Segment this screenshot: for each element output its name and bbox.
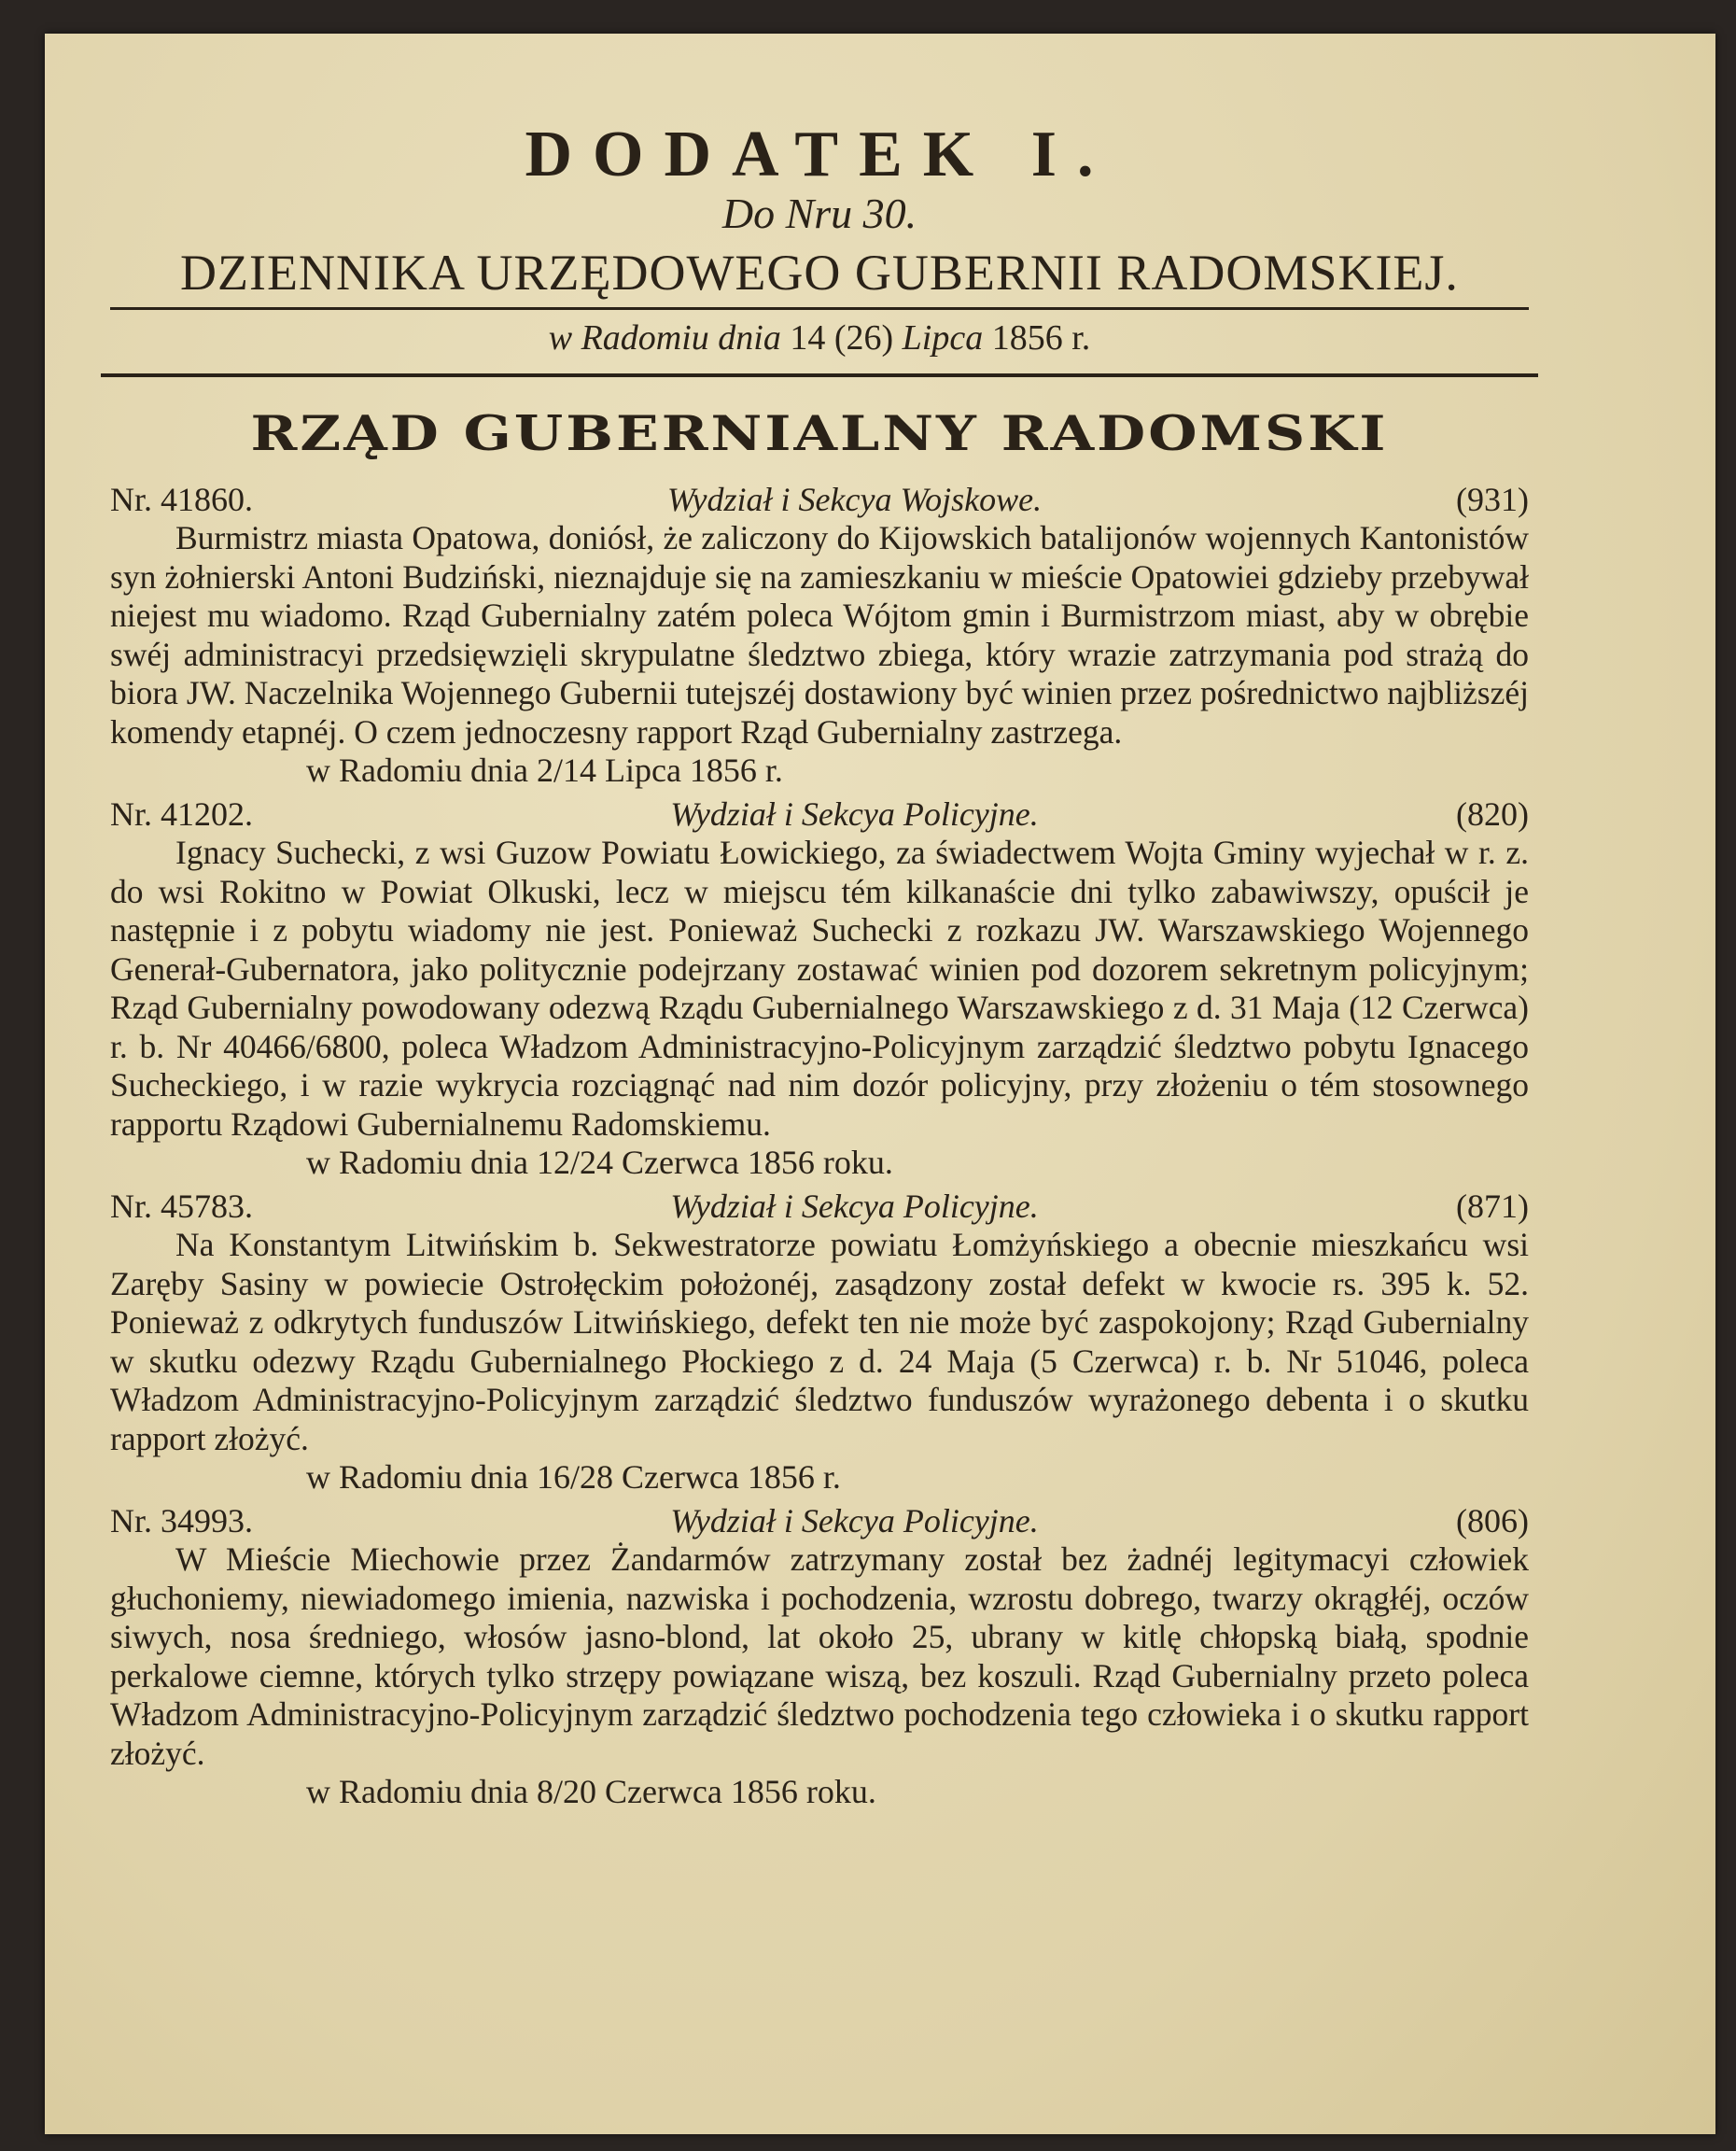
entry xyxy=(110,1187,1529,1496)
entry-number: Nr. 45783. xyxy=(110,1188,253,1225)
journal-title: DZIENNIKA URZĘDOWEGO GUBERNII RADOMSKIEJ. xyxy=(180,245,1459,301)
entry-signature: w Radomiu dnia 2/14 Lipca 1856 r. xyxy=(306,752,783,789)
dateline-date: 14 (26) xyxy=(790,318,894,358)
entry xyxy=(110,1501,1529,1810)
entry-code: (931) xyxy=(1456,481,1529,518)
entry-number: Nr. 34993. xyxy=(110,1502,253,1539)
entry-text: Na Konstantym Litwińskim b. Sekwestratorze powiatu Łomżyńskiego a obecnie mieszkańcu wsi Zaręby Sasiny w powiecie Ostrołęckim położonéj, zasądzony został defekt w kwocie rs. 395 k. 52. Ponieważ z odkrytych funduszów Litwińskiego, defekt ten nie może być zaspokojony; Rząd Gubernialny w skutku odezwy Rządu Gubernialnego Płockiego z d. 24 Maja (5 Czerwca) r. b. Nr 51046, poleca Władzom Administracyjno-Policyjnym zarządzić śledztwo funduszów wyrażonego debenta i o skutku rapport złożyć. xyxy=(110,1226,1529,1457)
entry xyxy=(110,480,1529,789)
entry-code: (871) xyxy=(1456,1188,1529,1225)
entry-number: Nr. 41860. xyxy=(110,481,253,518)
entry-department: Wydział i Sekcya Policyjne. xyxy=(670,1188,1039,1225)
supplement-title: DODATEK I. xyxy=(525,119,1114,190)
entry-header xyxy=(110,1501,1529,1540)
entry-header xyxy=(110,794,1529,834)
entry-header xyxy=(110,480,1529,519)
page-content xyxy=(110,71,1529,1810)
entry-signature: w Radomiu dnia 8/20 Czerwca 1856 roku. xyxy=(306,1773,876,1810)
entry-department: Wydział i Sekcya Wojskowe. xyxy=(666,481,1043,518)
authority-heading: RZĄD GUBERNIALNY RADOMSKI xyxy=(250,406,1389,462)
dateline xyxy=(110,317,1529,358)
entry xyxy=(110,794,1529,1181)
entry-text: Burmistrz miasta Opatowa, doniósł, że zaliczony do Kijowskich batalijonów wojennych Kantonistów syn żołnierski Antoni Budziński, nieznajduje się na zamieszkaniu w mieście Opatowiei gdzieby przebywał niejest mu wiadomo. Rząd Gubernialny zatém poleca Wójtom gmin i Burmistrzom miast, aby w obrębie swéj administracyi przedsięwzięli skrypulatne śledztwo zbiega, który wrazie zatrzymania pod strażą do biora JW. Naczelnika Wojennego Gubernii tutejszéj dostawiony być winien przez pośrednictwo najbliższéj komendy etapnéj. O czem jednoczesny rapport Rząd Gubernialny zastrzega. xyxy=(110,519,1529,751)
entry-code: (820) xyxy=(1456,795,1529,833)
entry-header xyxy=(110,1187,1529,1226)
entry-text: Ignacy Suchecki, z wsi Guzow Powiatu Łowickiego, za świadectwem Wojta Gminy wyjechał w r. z. do wsi Rokitno w Powiat Olkuski, lecz w miejscu tém kilkanaście dni tylko zabawiwszy, opuścił je następnie i z pobytu wiadomy nie jest. Ponieważ Suchecki z rozkazu JW. Warszawskiego Wojennego Generał-Gubernatora, jako politycznie podejrzany zostawać winien pod dozorem sekretnym policyjnym; Rząd Gubernialny powodowany odezwą Rządu Gubernialnego Warszawskiego z d. 31 Maja (12 Czerwca) r. b. Nr 40466/6800, poleca Władzom Administracyjno-Policyjnym zarządzić śledztwo pobytu Ignacego Sucheckiego, i w razie wykrycia rozciągnąć nad nim dozór policyjny, przy złożeniu o tém stosownego rapportu Rządowi Gubernialnemu Radomskiemu. xyxy=(110,834,1529,1143)
newspaper-page xyxy=(45,34,1715,2134)
issue-number: Do Nru 30. xyxy=(721,190,917,237)
divider-line xyxy=(110,307,1529,310)
dateline-month: Lipca xyxy=(902,318,984,358)
entry-code: (806) xyxy=(1456,1502,1529,1539)
entry-department: Wydział i Sekcya Policyjne. xyxy=(670,795,1039,833)
entry-text: W Mieście Miechowie przez Żandarmów zatrzymany został bez żadnéj legitymacyi człowiek głuchoniemy, niewiadomego imienia, nazwiska i pochodzenia, wzrostu dobrego, twarzy okrągłéj, oczów siwych, nosa średniego, włosów jasno-blond, lat około 25, ubrany w kitlę chłopską białą, spodnie perkalowe ciemne, których tylko strzępy powiązane wiszą, bez koszuli. Rząd Gubernialny przeto poleca Władzom Administracyjno-Policyjnym zarządzić śledztwo pochodzenia tego człowieka i o skutku rapport złożyć. xyxy=(110,1540,1529,1772)
dateline-year: 1856 r. xyxy=(991,318,1091,358)
entry-signature: w Radomiu dnia 16/28 Czerwca 1856 r. xyxy=(306,1458,841,1496)
entry-signature: w Radomiu dnia 12/24 Czerwca 1856 roku. xyxy=(306,1144,893,1181)
entry-number: Nr. 41202. xyxy=(110,795,253,833)
dateline-prefix: w Radomiu dnia xyxy=(548,318,781,358)
divider-line-thick xyxy=(101,373,1538,377)
entry-department: Wydział i Sekcya Policyjne. xyxy=(670,1502,1039,1539)
